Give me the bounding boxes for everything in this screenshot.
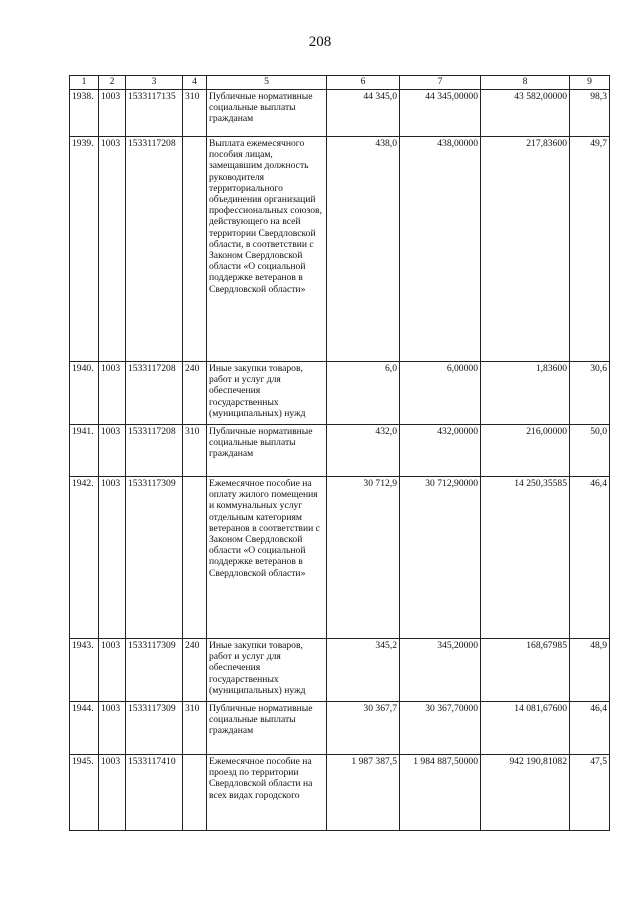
header-cell: 6 — [327, 76, 400, 90]
header-cell: 7 — [400, 76, 481, 90]
description-cell: Ежемесячное пособие на проезд по территории Свердловской области на всех видах городского — [207, 755, 327, 831]
header-cell: 3 — [126, 76, 183, 90]
target-article-cell: 1533117309 — [126, 477, 183, 639]
header-row — [70, 76, 610, 90]
percent-cell: 49,7 — [570, 137, 610, 362]
section-code-cell: 1003 — [99, 755, 126, 831]
amount-cell-7: 1 984 887,50000 — [400, 755, 481, 831]
budget-table — [69, 75, 610, 831]
percent-cell: 46,4 — [570, 477, 610, 639]
table-row — [70, 137, 610, 362]
description-cell: Публичные нормативные социальные выплаты гражданам — [207, 425, 327, 477]
row-number-cell: 1945. — [70, 755, 99, 831]
amount-cell-6: 438,0 — [327, 137, 400, 362]
description-cell: Иные закупки товаров, работ и услуг для обеспечения государственных (муниципальных) нужд — [207, 639, 327, 702]
amount-cell-6: 432,0 — [327, 425, 400, 477]
row-number-cell: 1940. — [70, 362, 99, 425]
amount-cell-8: 43 582,00000 — [481, 90, 570, 137]
header-cell: 5 — [207, 76, 327, 90]
target-article-cell: 1533117208 — [126, 362, 183, 425]
amount-cell-7: 30 367,70000 — [400, 702, 481, 755]
amount-cell-6: 30 367,7 — [327, 702, 400, 755]
amount-cell-7: 438,00000 — [400, 137, 481, 362]
section-code-cell: 1003 — [99, 639, 126, 702]
row-number-cell: 1942. — [70, 477, 99, 639]
table-row — [70, 755, 610, 831]
header-cell: 1 — [70, 76, 99, 90]
page-number: 208 — [308, 34, 332, 50]
table-row — [70, 702, 610, 755]
amount-cell-8: 1,83600 — [481, 362, 570, 425]
row-number-cell: 1939. — [70, 137, 99, 362]
percent-cell: 47,5 — [570, 755, 610, 831]
row-number-cell: 1941. — [70, 425, 99, 477]
table-row — [70, 639, 610, 702]
amount-cell-8: 942 190,81082 — [481, 755, 570, 831]
target-article-cell: 1533117410 — [126, 755, 183, 831]
description-cell: Публичные нормативные социальные выплаты гражданам — [207, 90, 327, 137]
row-number-cell: 1944. — [70, 702, 99, 755]
row-number-cell: 1938. — [70, 90, 99, 137]
table-header — [70, 76, 610, 90]
expense-type-cell — [183, 755, 207, 831]
amount-cell-8: 14 250,35585 — [481, 477, 570, 639]
header-cell: 8 — [481, 76, 570, 90]
amount-cell-8: 216,00000 — [481, 425, 570, 477]
percent-cell: 30,6 — [570, 362, 610, 425]
amount-cell-6: 44 345,0 — [327, 90, 400, 137]
amount-cell-8: 14 081,67600 — [481, 702, 570, 755]
header-cell: 4 — [183, 76, 207, 90]
description-cell: Иные закупки товаров, работ и услуг для обеспечения государственных (муниципальных) нужд — [207, 362, 327, 425]
amount-cell-7: 30 712,90000 — [400, 477, 481, 639]
expense-type-cell: 240 — [183, 362, 207, 425]
table-body — [70, 90, 610, 831]
expense-type-cell: 310 — [183, 702, 207, 755]
header-cell: 9 — [570, 76, 610, 90]
header-cell: 2 — [99, 76, 126, 90]
amount-cell-8: 217,83600 — [481, 137, 570, 362]
expense-type-cell: 310 — [183, 425, 207, 477]
target-article-cell: 1533117208 — [126, 425, 183, 477]
expense-type-cell — [183, 137, 207, 362]
percent-cell: 50,0 — [570, 425, 610, 477]
table-row — [70, 425, 610, 477]
target-article-cell: 1533117208 — [126, 137, 183, 362]
description-cell: Выплата ежемесячного пособия лицам, замещавшим должность руководителя территориального объединения организаций профессиональных союзов, действующего на всей территории Свердловской области, в соответствии с Законом Свердловской области «О социальной поддержке ветеранов в Свердловской области» — [207, 137, 327, 362]
target-article-cell: 1533117309 — [126, 639, 183, 702]
section-code-cell: 1003 — [99, 362, 126, 425]
table-row — [70, 362, 610, 425]
target-article-cell: 1533117309 — [126, 702, 183, 755]
percent-cell: 46,4 — [570, 702, 610, 755]
amount-cell-8: 168,67985 — [481, 639, 570, 702]
expense-type-cell: 310 — [183, 90, 207, 137]
amount-cell-6: 30 712,9 — [327, 477, 400, 639]
section-code-cell: 1003 — [99, 425, 126, 477]
amount-cell-6: 345,2 — [327, 639, 400, 702]
percent-cell: 48,9 — [570, 639, 610, 702]
amount-cell-6: 6,0 — [327, 362, 400, 425]
amount-cell-7: 345,20000 — [400, 639, 481, 702]
description-cell: Ежемесячное пособие на оплату жилого помещения и коммунальных услуг отдельным категориям ветеранов в соответствии с Законом Свердловской области «О социальной поддержке ветеранов в Свердловской области» — [207, 477, 327, 639]
percent-cell: 98,3 — [570, 90, 610, 137]
amount-cell-7: 44 345,00000 — [400, 90, 481, 137]
table-row — [70, 90, 610, 137]
amount-cell-6: 1 987 387,5 — [327, 755, 400, 831]
amount-cell-7: 6,00000 — [400, 362, 481, 425]
target-article-cell: 1533117135 — [126, 90, 183, 137]
expense-type-cell — [183, 477, 207, 639]
table-row — [70, 477, 610, 639]
section-code-cell: 1003 — [99, 137, 126, 362]
section-code-cell: 1003 — [99, 702, 126, 755]
amount-cell-7: 432,00000 — [400, 425, 481, 477]
section-code-cell: 1003 — [99, 477, 126, 639]
expense-type-cell: 240 — [183, 639, 207, 702]
description-cell: Публичные нормативные социальные выплаты гражданам — [207, 702, 327, 755]
row-number-cell: 1943. — [70, 639, 99, 702]
section-code-cell: 1003 — [99, 90, 126, 137]
